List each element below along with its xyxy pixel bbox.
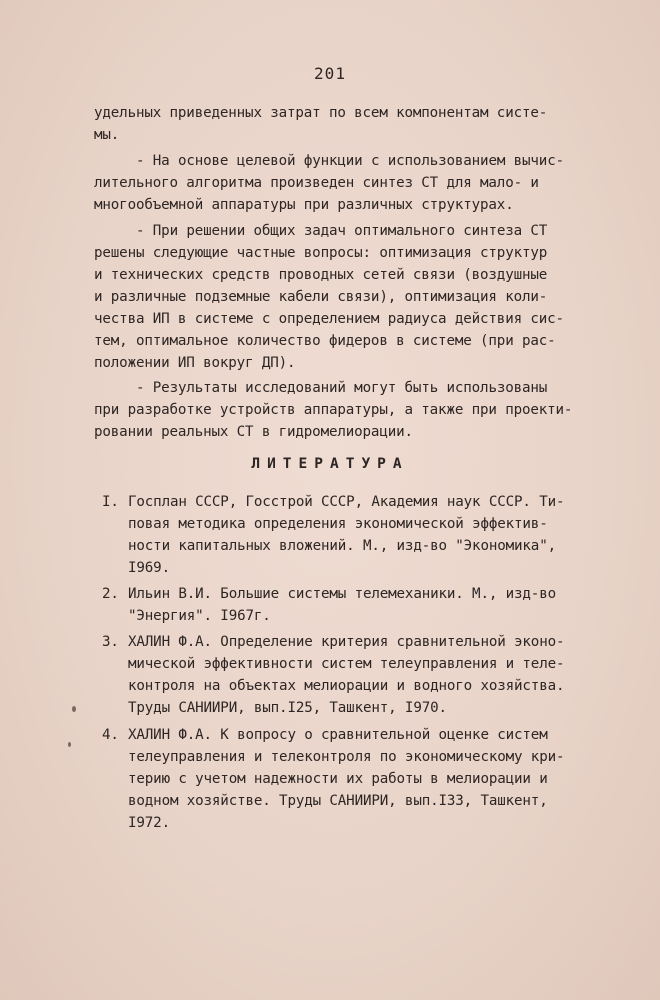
text-line: лительного алгоритма произведен синтез СТ для мало- и bbox=[94, 175, 539, 191]
ref-line: телеуправления и телеконтроля по экономическому кри- bbox=[128, 749, 565, 765]
text-line: решены следующие частные вопросы: оптимизация структур bbox=[94, 245, 548, 261]
ref-line: I972. bbox=[128, 815, 170, 831]
text-line: тем, оптимальное количество фидеров в системе (при рас- bbox=[94, 333, 556, 349]
text-line: чества ИП в системе с определением радиуса действия сис- bbox=[94, 311, 564, 327]
ref-number: I. bbox=[102, 494, 119, 510]
ref-line: ХАЛИН Ф.А. Определение критерия сравнительной эконо- bbox=[128, 634, 565, 650]
ref-line: контроля на объектах мелиорации и водного хозяйства. bbox=[128, 678, 565, 694]
ref-number: 3. bbox=[102, 634, 119, 650]
ref-line: ности капитальных вложений. М., изд-во "Экономика", bbox=[128, 538, 556, 554]
paper-speck bbox=[72, 706, 76, 712]
text-line: - При решении общих задач оптимального синтеза СТ bbox=[136, 223, 548, 239]
ref-line: Труды САНИИРИ, вып.I25, Ташкент, I970. bbox=[128, 700, 447, 716]
text-line: ровании реальных СТ в гидромелиорации. bbox=[94, 424, 413, 440]
text-line: и различные подземные кабели связи), оптимизация коли- bbox=[94, 289, 548, 305]
ref-line: терию с учетом надежности их работы в мелиорации и bbox=[128, 771, 548, 787]
text-line: - На основе целевой функции с использованием вычис- bbox=[136, 153, 564, 169]
literature-heading: ЛИТЕРАТУРА bbox=[251, 456, 409, 472]
ref-line: мической эффективности систем телеуправления и теле- bbox=[128, 656, 565, 672]
ref-line: водном хозяйстве. Труды САНИИРИ, вып.I33, Ташкент, bbox=[128, 793, 548, 809]
ref-line: "Энергия". I967г. bbox=[128, 608, 271, 624]
ref-number: 2. bbox=[102, 586, 119, 602]
text-line: и технических средств проводных сетей связи (воздушные bbox=[94, 267, 548, 283]
ref-line: I969. bbox=[128, 560, 170, 576]
text-line: удельных приведенных затрат по всем компонентам систе- bbox=[94, 105, 548, 121]
ref-number: 4. bbox=[102, 727, 119, 743]
ref-line: Ильин В.И. Большие системы телемеханики. М., изд-во bbox=[128, 586, 556, 602]
ref-line: ХАЛИН Ф.А. К вопросу о сравнительной оценке систем bbox=[128, 727, 548, 743]
ref-line: повая методика определения экономической эффектив- bbox=[128, 516, 548, 532]
text-line: при разработке устройств аппаратуры, а также при проекти- bbox=[94, 402, 573, 418]
paper-speck bbox=[68, 742, 71, 747]
ref-line: Госплан СССР, Госстрой СССР, Академия наук СССР. Ти- bbox=[128, 494, 565, 510]
page-number: 201 bbox=[314, 64, 346, 83]
text-line: - Результаты исследований могут быть использованы bbox=[136, 380, 548, 396]
text-line: многообъемной аппаратуры при различных структурах. bbox=[94, 197, 514, 213]
text-line: положении ИП вокруг ДП). bbox=[94, 355, 296, 371]
text-line: мы. bbox=[94, 127, 120, 143]
